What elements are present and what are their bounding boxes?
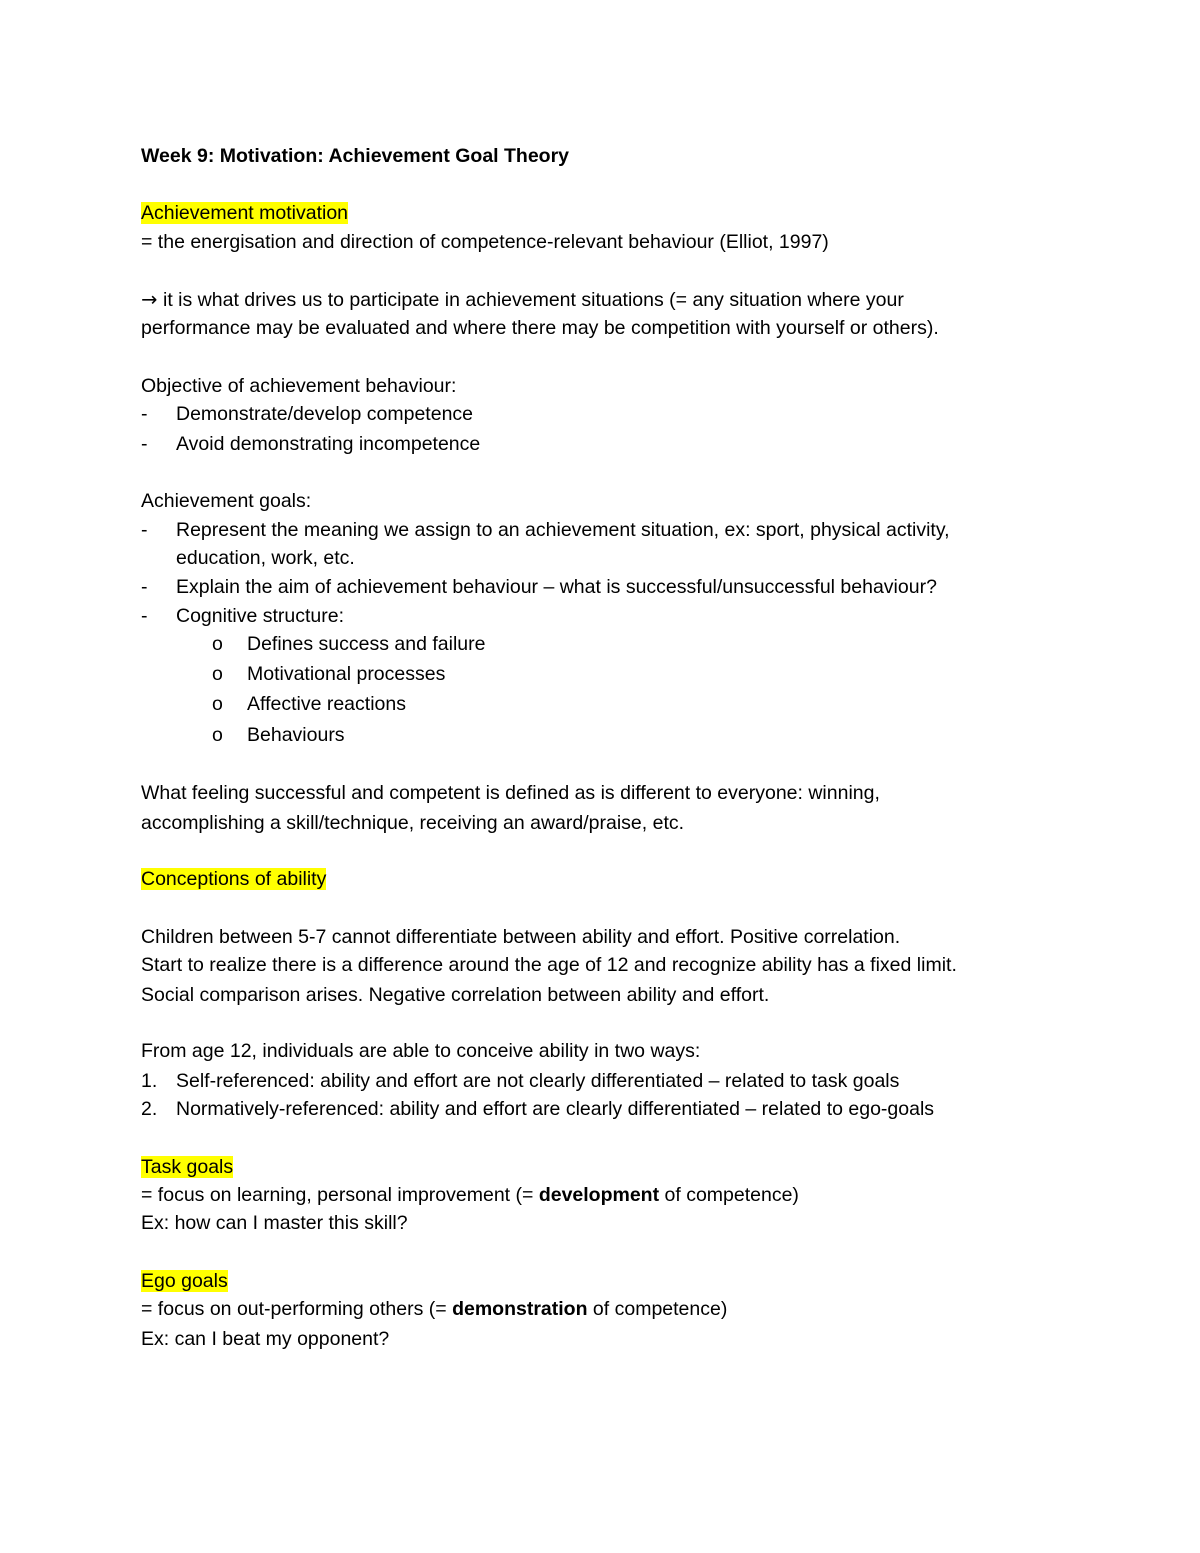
achievement-motivation-definition: = the energisation and direction of competence-relevant behaviour (Elliot, 1997): [141, 231, 829, 253]
arrow-paragraph-text: it is what drives us to participate in achievement situations (= any situation where your: [163, 289, 904, 311]
arrow-right-icon: →: [141, 288, 158, 311]
numbered-item: [141, 1068, 1081, 1094]
arrow-paragraph-line-2: performance may be evaluated and where there may be competition with yourself or others).: [141, 317, 939, 339]
definition-keyword: demonstration: [452, 1298, 588, 1320]
circle-bullet: o: [212, 693, 223, 715]
list-item: [141, 574, 1081, 600]
list-item-text: Explain the aim of achievement behaviour – what is successful/unsuccessful behaviour?: [176, 576, 937, 598]
task-goals-example: Ex: how can I master this skill?: [141, 1212, 408, 1234]
list-item: [141, 603, 1041, 629]
numbered-item-text: Normatively-referenced: ability and effort are clearly differentiated – related to ego-goals: [176, 1098, 935, 1120]
definition-prefix: = focus on learning, personal improvement (=: [141, 1184, 539, 1206]
arrow-paragraph-line-1: [141, 287, 904, 313]
circle-bullet: o: [212, 724, 223, 746]
highlighted-heading: Task goals: [141, 1156, 234, 1178]
circle-bullet: o: [212, 663, 223, 685]
item-number: 2.: [141, 1098, 158, 1120]
sub-list-item: [141, 661, 1041, 687]
feeling-paragraph-line-1: What feeling successful and competent is defined as is different to everyone: winning,: [141, 782, 880, 804]
numbered-item-text: Self-referenced: ability and effort are not clearly differentiated – related to task goals: [176, 1070, 900, 1092]
sub-list-item-text: Motivational processes: [247, 663, 446, 685]
highlighted-heading: Achievement motivation: [141, 202, 349, 224]
ego-goals-definition: [141, 1296, 727, 1322]
item-number: 1.: [141, 1070, 158, 1092]
dash-bullet: -: [141, 576, 148, 598]
conceptions-paragraph-line-2: Start to realize there is a difference around the age of 12 and recognize ability has a fixed limit.: [141, 954, 957, 976]
sub-list-item: [141, 691, 1041, 717]
sub-list-item-text: Affective reactions: [247, 693, 406, 715]
highlighted-heading: Ego goals: [141, 1270, 228, 1292]
dash-bullet: -: [141, 433, 148, 455]
definition-suffix: of competence): [587, 1298, 728, 1320]
ways-intro: From age 12, individuals are able to conceive ability in two ways:: [141, 1040, 701, 1062]
numbered-item: [141, 1096, 1081, 1122]
list-item-text: education, work, etc.: [176, 547, 355, 569]
document-title: Week 9: Motivation: Achievement Goal Theory: [141, 145, 570, 167]
definition-keyword: development: [538, 1184, 660, 1206]
sub-list-item-text: Defines success and failure: [247, 633, 486, 655]
list-item-text: Cognitive structure:: [176, 605, 344, 627]
circle-bullet: o: [212, 633, 223, 655]
objective-heading: Objective of achievement behaviour:: [141, 375, 457, 397]
list-item: [141, 517, 1081, 543]
dash-bullet: -: [141, 605, 148, 627]
section-heading-task-goals: [141, 1154, 233, 1180]
list-item-text: Represent the meaning we assign to an achievement situation, ex: sport, physical activity,: [176, 519, 950, 541]
conceptions-paragraph-line-1: Children between 5-7 cannot differentiate between ability and effort. Positive correlation.: [141, 926, 901, 948]
definition-prefix: = focus on out-performing others (=: [141, 1298, 453, 1320]
list-item-continuation: [141, 545, 1041, 571]
dash-bullet: -: [141, 403, 148, 425]
section-heading-ego-goals: [141, 1268, 228, 1294]
achievement-goals-heading: Achievement goals:: [141, 490, 312, 512]
list-item: [141, 431, 1041, 457]
section-heading-achievement-motivation: [141, 200, 348, 226]
task-goals-definition: [141, 1182, 799, 1208]
sub-list-item: [141, 631, 1041, 657]
list-item-text: Avoid demonstrating incompetence: [176, 433, 481, 455]
highlighted-heading: Conceptions of ability: [141, 868, 327, 890]
conceptions-paragraph-line-3: Social comparison arises. Negative correlation between ability and effort.: [141, 984, 770, 1006]
definition-suffix: of competence): [659, 1184, 799, 1206]
section-heading-conceptions: [141, 866, 326, 892]
dash-bullet: -: [141, 519, 148, 541]
feeling-paragraph-line-2: accomplishing a skill/technique, receiving an award/praise, etc.: [141, 812, 685, 834]
sub-list-item-text: Behaviours: [247, 724, 345, 746]
list-item: [141, 401, 1041, 427]
sub-list-item: [141, 722, 1041, 748]
ego-goals-example: Ex: can I beat my opponent?: [141, 1328, 390, 1350]
list-item-text: Demonstrate/develop competence: [176, 403, 474, 425]
